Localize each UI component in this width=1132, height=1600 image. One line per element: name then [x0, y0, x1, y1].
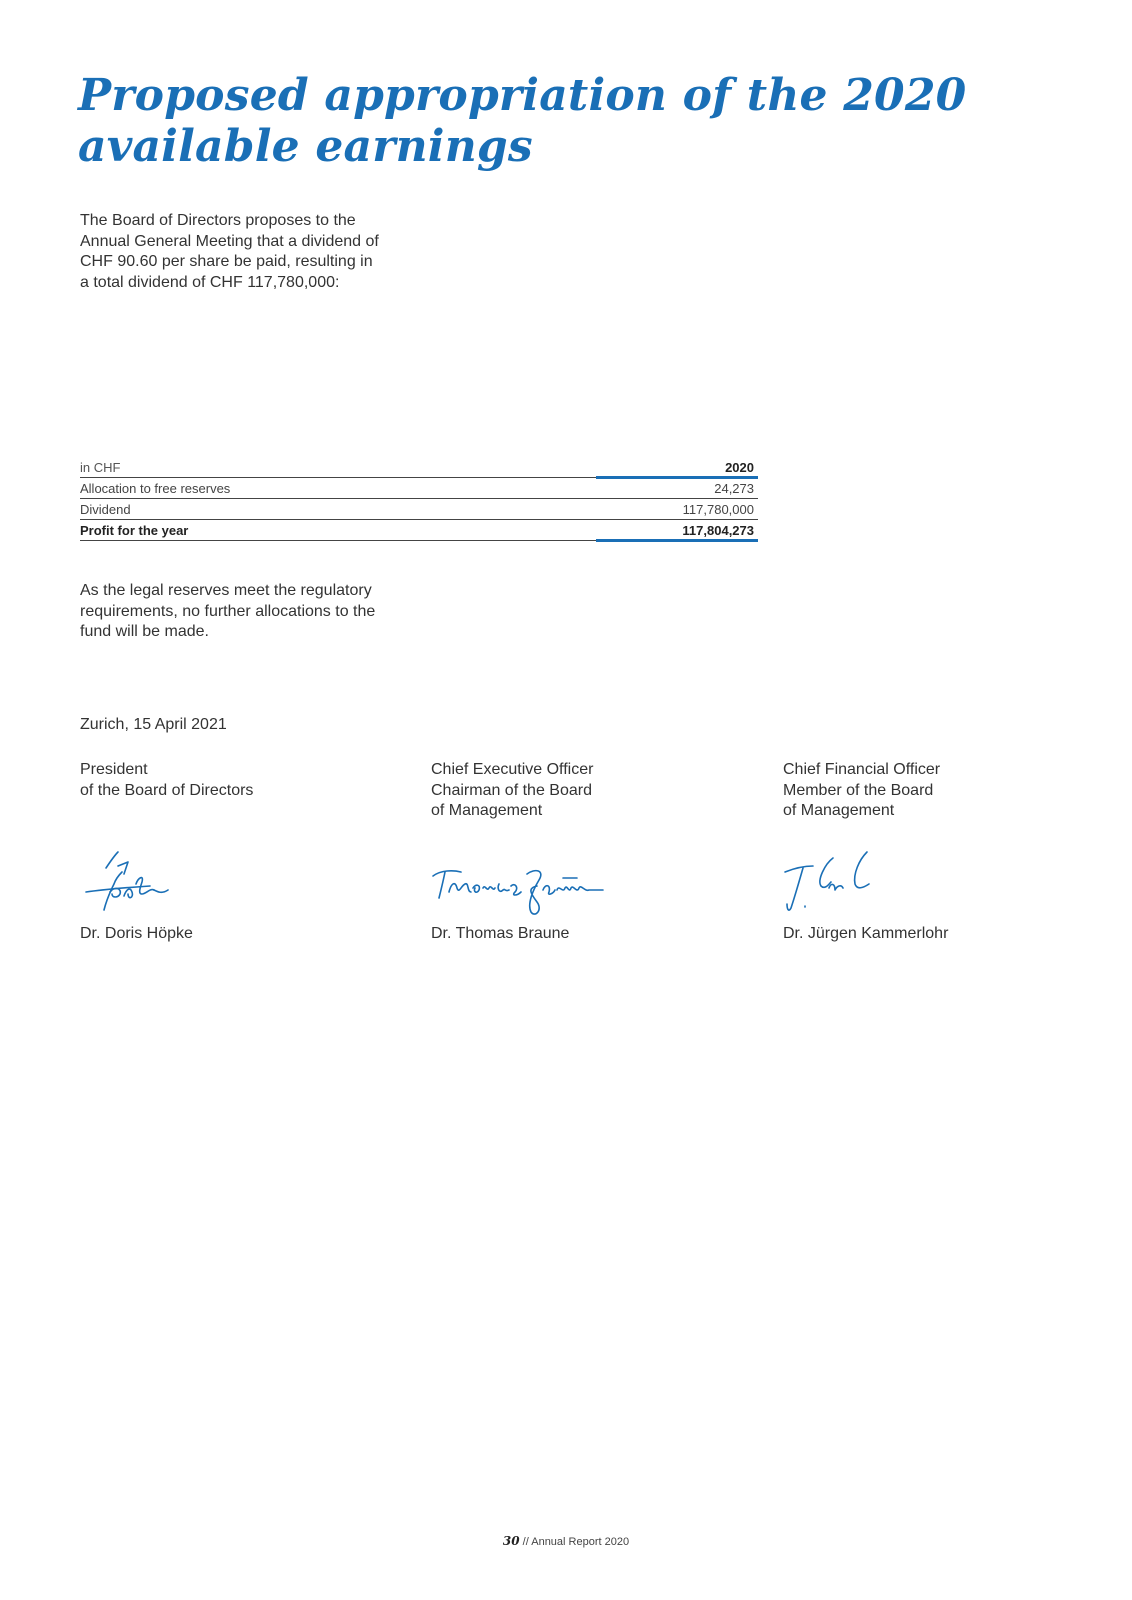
page-footer — [0, 1534, 1132, 1548]
role-line: Member of the Board — [783, 781, 934, 799]
signatory-role — [80, 760, 380, 801]
signatory-name: Dr. Jürgen Kammerlohr — [783, 925, 949, 942]
role-line: of the Board of Directors — [80, 781, 254, 799]
signatory-cfo — [783, 760, 1083, 942]
reserves-note: As the legal reserves meet the regulatory requirements, no further allocations to the fund will be made. — [80, 582, 376, 640]
signatory-ceo — [431, 760, 731, 942]
table-header-row — [80, 457, 758, 478]
role-line: of Management — [783, 802, 895, 819]
footer-separator: // — [522, 1536, 529, 1548]
role-line: Chief Executive Officer — [431, 761, 594, 778]
role-line: Chairman of the Board — [431, 781, 592, 799]
row-label: Allocation to free reserves — [80, 481, 231, 496]
role-line: of Management — [431, 802, 543, 819]
total-value: 117,804,273 — [682, 523, 754, 538]
row-value: 117,780,000 — [682, 502, 754, 517]
page-number: 30 — [502, 1534, 520, 1548]
table-total-row — [80, 520, 758, 541]
signatory-president — [80, 760, 380, 942]
role-line: Chief Financial Officer — [783, 761, 941, 778]
unit-label: in CHF — [80, 460, 121, 475]
table-row — [80, 499, 758, 520]
place-date: Zurich, 15 April 2021 — [80, 716, 227, 733]
row-label: Dividend — [80, 502, 131, 517]
signature-braune — [431, 848, 621, 920]
role-line: President — [80, 761, 148, 778]
accent-divider — [596, 539, 758, 542]
divider — [80, 540, 610, 541]
signatory-role — [783, 760, 1083, 822]
signatory-name: Dr. Thomas Braune — [431, 925, 570, 942]
row-value: 24,273 — [714, 481, 754, 496]
footer-report-title: Annual Report 2020 — [531, 1536, 630, 1548]
page-title-line-1: Proposed appropriation of the 2020 — [78, 70, 967, 121]
table-row — [80, 478, 758, 499]
signature-kammerlohr — [783, 848, 903, 920]
intro-paragraph: The Board of Directors proposes to the Annual General Meeting that a dividend of CHF 90.60 per share be paid, resulting in a total dividend of CHF 117,780,000: — [80, 212, 379, 291]
signatory-role — [431, 760, 731, 822]
signature-hoepke — [80, 848, 200, 920]
page-title-line-2: available earnings — [78, 121, 533, 172]
year-header: 2020 — [725, 460, 754, 475]
appropriation-table — [80, 457, 758, 541]
total-label: Profit for the year — [80, 523, 189, 538]
signatory-name: Dr. Doris Höpke — [80, 925, 193, 942]
page-title — [78, 70, 967, 172]
